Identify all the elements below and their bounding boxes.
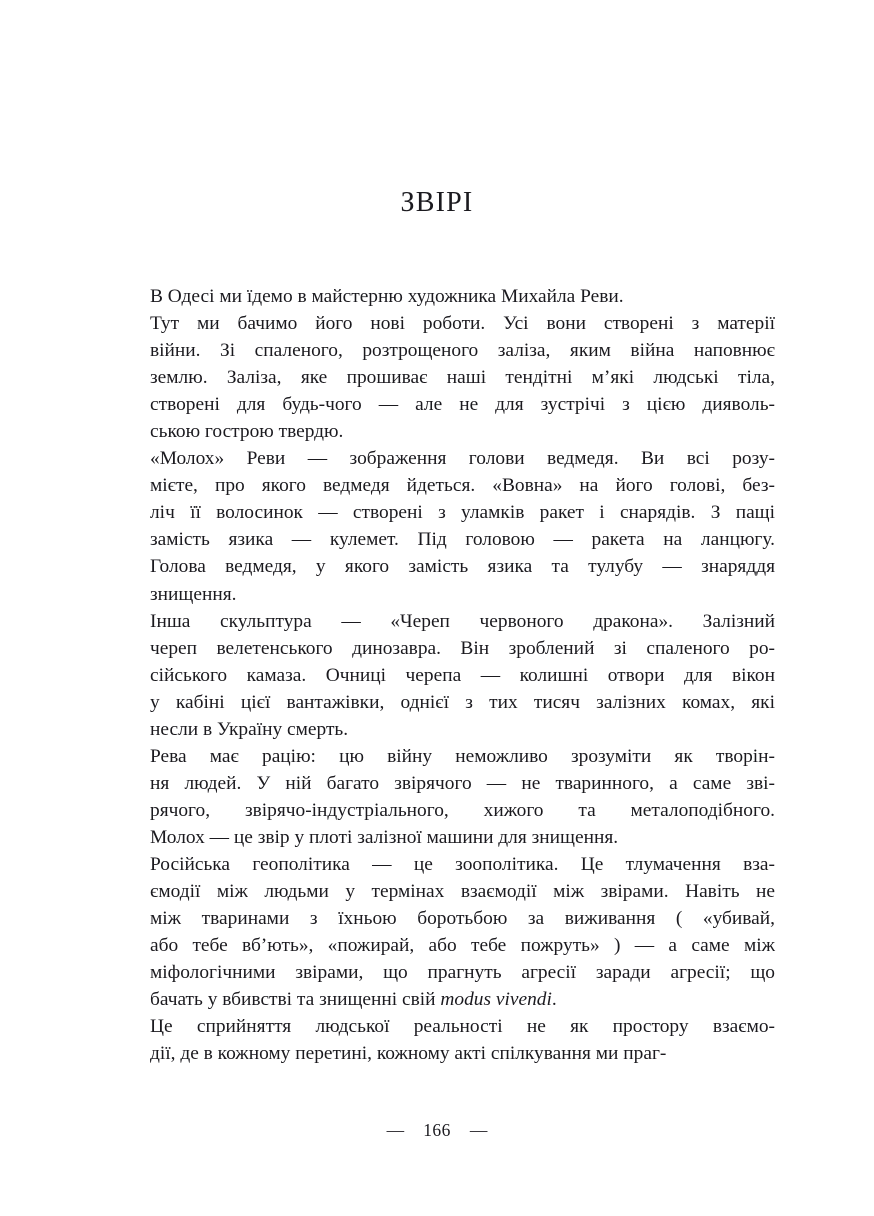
paragraph: [120, 283, 775, 310]
text-line: Голова ведмедя, у якого замість язика та тулубу — знаряддя: [150, 556, 775, 578]
folio-rule-right: —: [469, 1120, 488, 1140]
text-line: ською гострою твердю.: [150, 421, 344, 443]
paragraph: [120, 851, 775, 1013]
text-line: мієте, про якого ведмедя йдеться. «Вовна» на його голові, без-: [150, 475, 775, 497]
chapter-title: ЗВІРІ: [400, 186, 474, 218]
text-line: ня людей. У ній багато звірячого — не тваринного, а саме зві-: [150, 772, 775, 794]
paragraph: [120, 310, 775, 445]
text-line: міфологічними звірами, що прагнуть агресії заради агресії; що: [150, 962, 775, 984]
text-line: несли в Україну смерть.: [150, 718, 349, 740]
text-line: у кабіні цієї вантажівки, однієї з тих тисяч залізних комах, які: [150, 691, 775, 713]
text-line: замість язика — кулемет. Під головою — ракета на ланцюгу.: [150, 529, 775, 551]
text-line: дії, де в кожному перетині, кожному акті спілкування ми праг-: [150, 1043, 667, 1065]
text-line: череп велетенського динозавра. Він зроблений зі спаленого ро-: [150, 637, 775, 659]
paragraph: [120, 608, 775, 743]
paragraph: [120, 445, 775, 607]
text-line: Рева має рацію: цю війну неможливо зрозуміти як творін-: [150, 745, 775, 767]
text-line: рячого, звірячо-індустріального, хижого та металоподібного.: [150, 799, 775, 821]
text-line: Це сприйняття людської реальності не як простору взаємо-: [150, 1016, 775, 1038]
text-line: ємодії між людьми у термінах взаємодії між звірами. Навіть не: [150, 881, 775, 903]
text-line: Молох — це звір у плоті залізної машини для знищення.: [150, 826, 619, 848]
folio-rule-left: —: [386, 1120, 405, 1140]
text-line: Інша скульптура — «Череп червоного дракона». Залізний: [150, 610, 775, 632]
text-line: війни. Зі спаленого, розтрощеного заліза, яким війна наповнює: [150, 340, 775, 362]
text-line: створені для будь-чого — але не для зустрічі з цією дияволь-: [150, 394, 775, 416]
page-folio: [0, 1120, 874, 1141]
text-line: сійського камаза. Очниці черепа — колишні отвори для вікон: [150, 664, 775, 686]
text-line: знищення.: [150, 583, 237, 605]
paragraph: [120, 1013, 775, 1067]
text-line: В Одесі ми їдемо в майстерню художника Михайла Реви.: [150, 286, 624, 307]
body-text: [120, 283, 775, 1067]
text-line: «Молох» Реви — зображення голови ведмедя. Ви всі розу-: [150, 448, 775, 470]
text-line-with-italic: бачать у вбивстві та знищенні свій modus vivendi.: [150, 989, 557, 1011]
foreign-phrase: modus vivendi: [440, 989, 552, 1011]
text-line: ліч її волосинок — створені з уламків ракет і снарядів. З пащі: [150, 502, 775, 524]
text-line: Російська геополітика — це зоополітика. Це тлумачення вза-: [150, 853, 775, 875]
text-line: або тебе вб’ють», «пожирай, або тебе пожруть» ) — а саме між: [150, 935, 775, 957]
text-line: між тваринами з їхньою боротьбою за виживання ( «убивай,: [150, 908, 775, 930]
paragraph: [120, 743, 775, 851]
text-line: землю. Заліза, яке прошиває наші тендітні м’які людські тіла,: [150, 367, 775, 389]
text-line: Тут ми бачимо його нові роботи. Усі вони створені з матерії: [150, 313, 775, 335]
page-number: 166: [423, 1120, 451, 1140]
